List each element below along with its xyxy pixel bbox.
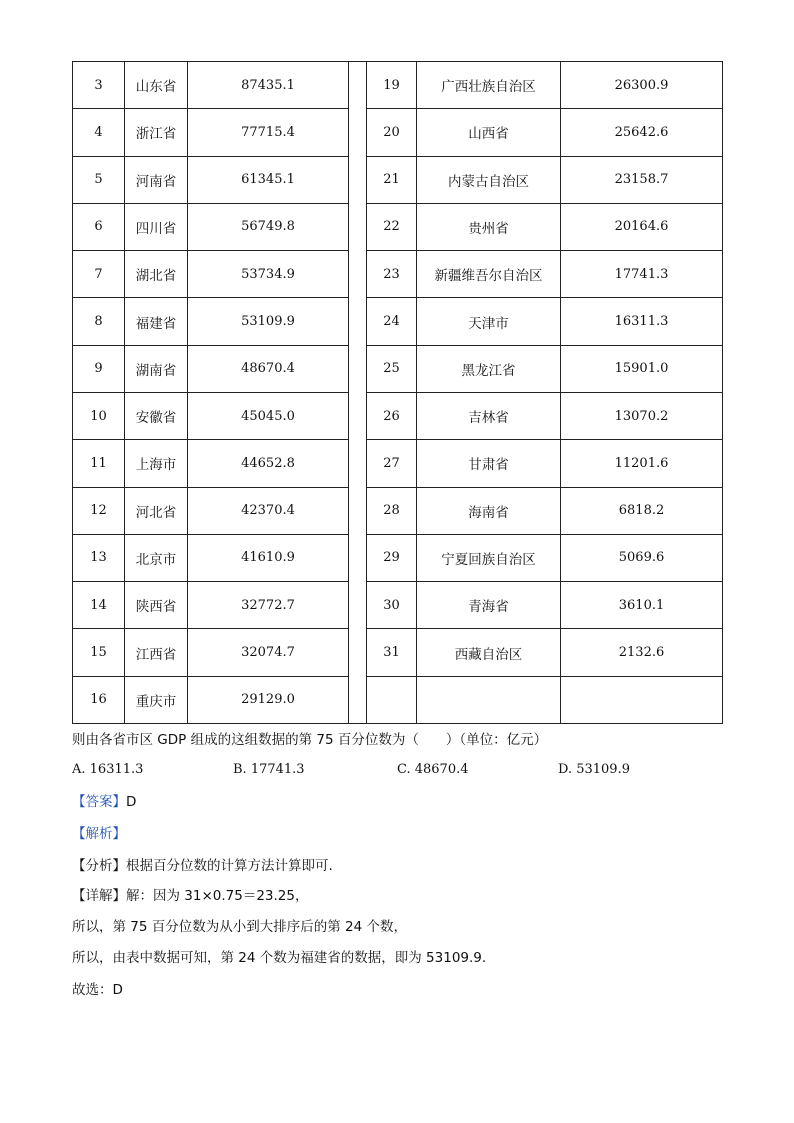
gdp-cell: 56749.8 [188, 203, 349, 250]
province-cell: 江西省 [125, 629, 188, 676]
rank-cell: 30 [367, 582, 417, 629]
rank-cell: 7 [73, 251, 125, 298]
rank-cell: 26 [367, 392, 417, 439]
gap-cell [349, 298, 367, 345]
table-row [73, 156, 723, 203]
gdp-cell: 45045.0 [188, 392, 349, 439]
gdp-cell [561, 676, 723, 723]
rank-cell: 16 [73, 676, 125, 723]
answer-value: D [126, 794, 137, 810]
gdp-cell: 16311.3 [561, 298, 723, 345]
step-2: 所以，由表中数据可知，第 24 个数为福建省的数据，即为 53109.9. [72, 950, 487, 966]
province-cell: 湖北省 [125, 251, 188, 298]
table-row [73, 392, 723, 439]
table-row [73, 345, 723, 392]
gap-cell [349, 676, 367, 723]
gdp-cell: 15901.0 [561, 345, 723, 392]
rank-cell: 14 [73, 582, 125, 629]
province-cell: 福建省 [125, 298, 188, 345]
province-cell: 上海市 [125, 440, 188, 487]
analysis-heading [72, 824, 126, 844]
gdp-cell: 29129.0 [188, 676, 349, 723]
province-cell: 陕西省 [125, 582, 188, 629]
gdp-cell: 3610.1 [561, 582, 723, 629]
province-cell: 河南省 [125, 156, 188, 203]
rank-cell: 22 [367, 203, 417, 250]
gap-cell [349, 487, 367, 534]
answer-label: 【答案】 [72, 794, 126, 810]
rank-cell: 24 [367, 298, 417, 345]
province-cell: 湖南省 [125, 345, 188, 392]
province-cell: 新疆维吾尔自治区 [417, 251, 561, 298]
gdp-cell: 25642.6 [561, 109, 723, 156]
gap-cell [349, 629, 367, 676]
rank-cell: 31 [367, 629, 417, 676]
table-row [73, 629, 723, 676]
rank-cell: 10 [73, 392, 125, 439]
rank-cell: 12 [73, 487, 125, 534]
province-cell: 广西壮族自治区 [417, 62, 561, 109]
rank-cell: 13 [73, 534, 125, 581]
fenxi-label: 【分析】 [72, 858, 126, 874]
gap-cell [349, 156, 367, 203]
province-cell: 河北省 [125, 487, 188, 534]
rank-cell: 4 [73, 109, 125, 156]
province-cell: 山东省 [125, 62, 188, 109]
gdp-cell: 53109.9 [188, 298, 349, 345]
answer-line [72, 792, 136, 812]
gap-cell [349, 534, 367, 581]
table-row [73, 109, 723, 156]
detail-label: 【详解】 [72, 888, 126, 904]
rank-cell: 11 [73, 440, 125, 487]
fenxi-text: 根据百分位数的计算方法计算即可. [126, 858, 333, 874]
step-1: 所以，第 75 百分位数为从小到大排序后的第 24 个数， [72, 919, 408, 935]
rank-cell [367, 676, 417, 723]
gdp-cell: 5069.6 [561, 534, 723, 581]
province-cell: 宁夏回族自治区 [417, 534, 561, 581]
rank-cell: 9 [73, 345, 125, 392]
gdp-cell: 41610.9 [188, 534, 349, 581]
gap-cell [349, 440, 367, 487]
gdp-cell: 53734.9 [188, 251, 349, 298]
option-c: C. 48670.4 [397, 762, 469, 777]
gdp-cell: 26300.9 [561, 62, 723, 109]
rank-cell: 28 [367, 487, 417, 534]
table-row [73, 62, 723, 109]
question-stem: 则由各省市区 GDP 组成的这组数据的第 75 百分位数为（ ）（单位：亿元） [72, 732, 548, 748]
gap-cell [349, 109, 367, 156]
rank-cell: 19 [367, 62, 417, 109]
gap-cell [349, 251, 367, 298]
province-cell: 海南省 [417, 487, 561, 534]
option-a: A. 16311.3 [72, 762, 144, 777]
province-cell: 重庆市 [125, 676, 188, 723]
gdp-cell: 11201.6 [561, 440, 723, 487]
option-b: B. 17741.3 [233, 762, 305, 777]
gdp-table [72, 61, 723, 724]
rank-cell: 3 [73, 62, 125, 109]
table-row [73, 534, 723, 581]
province-cell: 四川省 [125, 203, 188, 250]
gap-cell [349, 392, 367, 439]
province-cell: 天津市 [417, 298, 561, 345]
detail-line [72, 886, 309, 906]
gdp-cell: 17741.3 [561, 251, 723, 298]
table-row [73, 251, 723, 298]
gdp-cell: 13070.2 [561, 392, 723, 439]
gdp-cell: 6818.2 [561, 487, 723, 534]
gdp-cell: 20164.6 [561, 203, 723, 250]
gdp-cell: 48670.4 [188, 345, 349, 392]
table-row [73, 203, 723, 250]
gap-cell [349, 345, 367, 392]
province-cell: 贵州省 [417, 203, 561, 250]
rank-cell: 29 [367, 534, 417, 581]
rank-cell: 8 [73, 298, 125, 345]
rank-cell: 23 [367, 251, 417, 298]
gdp-cell: 87435.1 [188, 62, 349, 109]
province-cell: 浙江省 [125, 109, 188, 156]
fenxi-line [72, 856, 333, 876]
gdp-cell: 61345.1 [188, 156, 349, 203]
gdp-cell: 42370.4 [188, 487, 349, 534]
gap-cell [349, 203, 367, 250]
province-cell: 青海省 [417, 582, 561, 629]
table-row [73, 487, 723, 534]
province-cell: 吉林省 [417, 392, 561, 439]
table-row [73, 582, 723, 629]
province-cell: 黑龙江省 [417, 345, 561, 392]
rank-cell: 15 [73, 629, 125, 676]
rank-cell: 27 [367, 440, 417, 487]
gdp-cell: 23158.7 [561, 156, 723, 203]
gdp-cell: 44652.8 [188, 440, 349, 487]
gdp-cell: 2132.6 [561, 629, 723, 676]
gap-cell [349, 582, 367, 629]
province-cell: 甘肃省 [417, 440, 561, 487]
table-row [73, 298, 723, 345]
rank-cell: 20 [367, 109, 417, 156]
analysis-label: 【解析】 [72, 826, 126, 842]
gap-cell [349, 62, 367, 109]
gdp-cell: 32074.7 [188, 629, 349, 676]
option-d: D. 53109.9 [558, 762, 630, 777]
conclusion: 故选：D [72, 982, 123, 998]
gdp-cell: 32772.7 [188, 582, 349, 629]
rank-cell: 5 [73, 156, 125, 203]
gdp-table-body [73, 62, 723, 724]
province-cell: 安徽省 [125, 392, 188, 439]
province-cell: 北京市 [125, 534, 188, 581]
gdp-cell: 77715.4 [188, 109, 349, 156]
table-row [73, 676, 723, 723]
province-cell: 内蒙古自治区 [417, 156, 561, 203]
province-cell [417, 676, 561, 723]
rank-cell: 6 [73, 203, 125, 250]
rank-cell: 21 [367, 156, 417, 203]
table-row [73, 440, 723, 487]
rank-cell: 25 [367, 345, 417, 392]
province-cell: 山西省 [417, 109, 561, 156]
province-cell: 西藏自治区 [417, 629, 561, 676]
detail-text: 解：因为 31×0.75＝23.25， [126, 888, 309, 904]
